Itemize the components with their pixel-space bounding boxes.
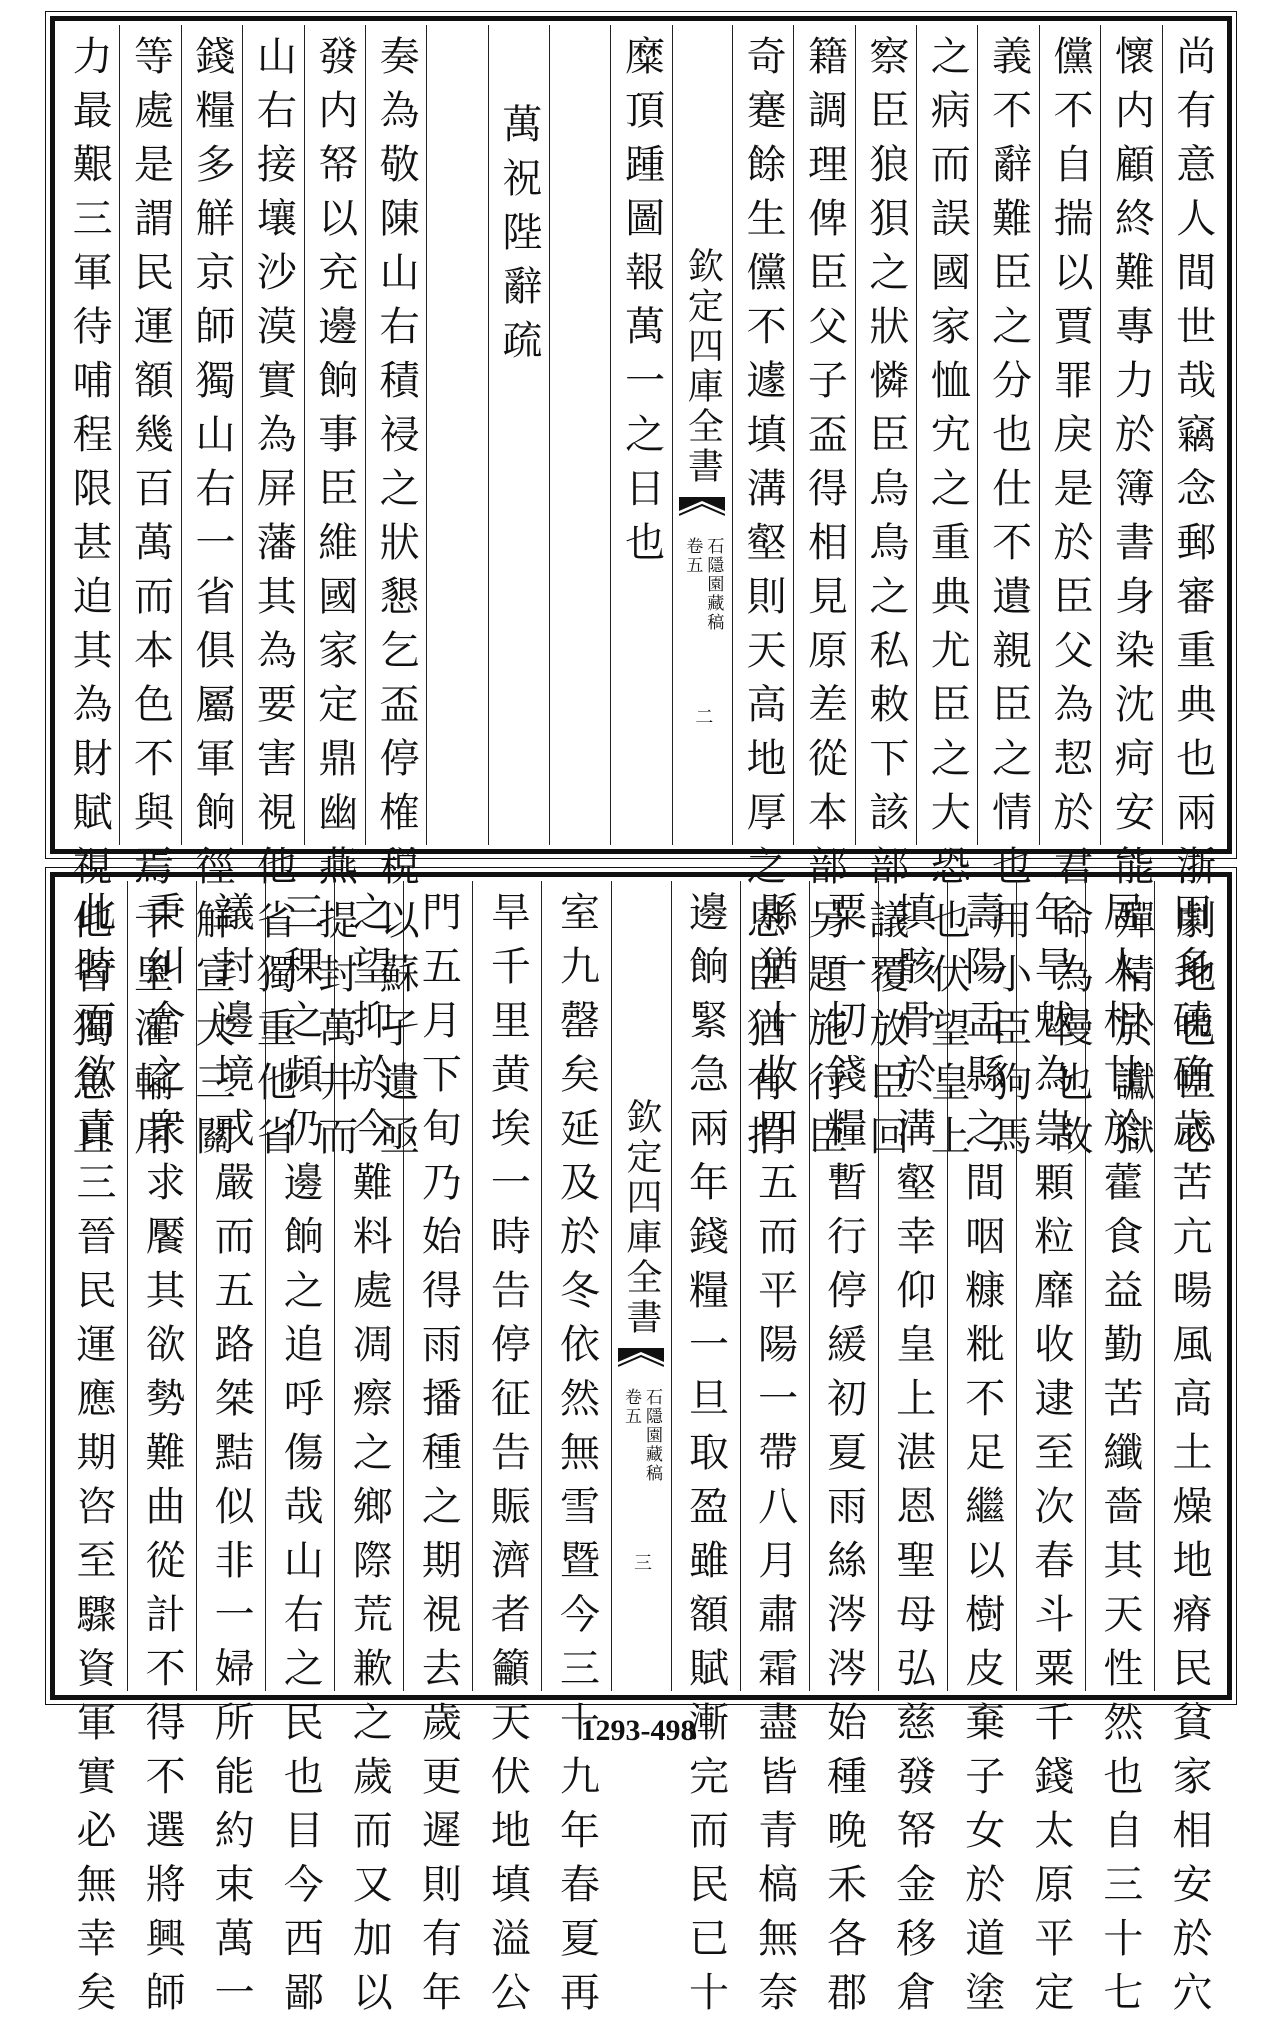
text-column — [793, 25, 854, 1169]
text-column — [977, 25, 1038, 1169]
column-text: 填骸骨於溝壑幸仰皇上湛恩聖母弘慈發帑金移倉 — [889, 891, 936, 2025]
text-column — [59, 25, 119, 1169]
column-text: 發内帑以充邊餉事臣維國家定鼎幽燕提封萬井而 — [311, 35, 358, 1169]
column-text: 之病而誤國家恤宄之重典尤臣之大恐也伏望皇上 — [924, 35, 971, 1169]
column-text: 室九罄矣延及於冬依然無雪暨今三十九年春夏再 — [553, 891, 600, 2025]
column-text: 尚有意人間世哉竊念郵審重典也兩浙劇地也臣心 — [1169, 35, 1216, 1169]
page-number: 三 — [631, 1553, 652, 1571]
column-text: 秉糾合之衆求饜其欲勢難曲從計不得不選將興師 — [139, 891, 186, 2025]
text-column — [855, 25, 916, 1169]
text-column — [610, 25, 671, 845]
text-column — [334, 881, 403, 2025]
fish-tail-mark-icon — [618, 1348, 664, 1378]
blank-column — [426, 25, 487, 845]
text-column — [127, 881, 196, 2025]
text-column — [947, 881, 1016, 2025]
column-text: 儻不自揣以賈罪戾是於臣父為恝於君命為慢也故 — [1047, 35, 1094, 1169]
fish-tail-mark-icon — [679, 497, 725, 527]
blank-column — [549, 25, 610, 845]
text-column — [265, 881, 334, 2025]
column-text: 年旱魃為祟顆粒靡收逮至次春斗粟千錢太原平定 — [1027, 891, 1074, 2025]
center-meta — [682, 536, 724, 632]
text-column — [365, 25, 426, 1169]
column-text: 奇蹇餘生儻不遽填溝壑則天高地厚之恩臣猶有捐 — [740, 35, 787, 1169]
column-text: 田多磽确歲苦亢暘風高土燥地瘠民貧家相安於穴 — [1165, 891, 1212, 2025]
column-text: 三稞之頻仍邊餉之追呼傷哉山右之民也目今西鄙 — [277, 891, 324, 2025]
column-text: 壽陽盂縣之間咽糠粃不足繼以樹皮棄子女於道塗 — [958, 891, 1005, 2025]
text-column — [181, 25, 242, 1169]
column-text: 山右接壤沙漠實為屏藩其為要害視他省獨重他省 — [250, 35, 297, 1169]
column-text: 力最艱三軍待哺程限甚迫其為財賦視他省獨急且 — [66, 35, 113, 1169]
text-column — [1154, 881, 1223, 2025]
column-text: 錢糧多觧京師獨山右一省俱屬軍餉徑觧宣大三關 — [188, 35, 235, 1169]
column-text: 籍調理俾臣父子盃得相見原差從本部另題施行臣 — [801, 35, 848, 1169]
page-panel-top — [50, 16, 1232, 1169]
text-column — [671, 881, 740, 2025]
memorial-title-column — [488, 25, 549, 845]
text-column — [304, 25, 365, 1169]
column-text: 此時而欲責三晉民運應期咨至驟資軍實必無幸矣 — [70, 891, 117, 2025]
column-text: 糜頂踵圖報萬一之日也 — [618, 35, 665, 575]
footer-page-code: 1293-498 — [580, 1714, 696, 1747]
volume-label: 卷五 — [621, 1387, 641, 1426]
text-column — [740, 881, 809, 2025]
text-column — [59, 881, 127, 2025]
text-column — [1085, 881, 1154, 2025]
text-column — [196, 881, 265, 2025]
column-text: 邊餉緊急兩年錢糧一旦取盈雖額賦漸完而民已十 — [682, 891, 729, 2025]
columns-container-top — [59, 25, 1223, 1169]
column-text: 義不辭難臣之分也仕不遺親臣之情也用小臣狗馬 — [985, 35, 1032, 1169]
center-title: 欽定四庫全書 — [682, 246, 724, 487]
center-fold-column — [611, 881, 671, 1691]
column-text: 居人相甘於藿食益勤苦纖嗇其天性然也自三十七 — [1096, 891, 1143, 2025]
text-column — [1162, 25, 1223, 1169]
column-text: 等處是謂民運額幾百萬而本色不與焉千里灌輸用 — [127, 35, 174, 1169]
book-name: 石隱園藏稿 — [703, 536, 724, 632]
column-text: 察臣狼狽之狀憐臣烏鳥之私敕下該部議覆放臣回 — [862, 35, 909, 1169]
text-column — [119, 25, 180, 1169]
text-column — [916, 25, 977, 1169]
text-column — [541, 881, 610, 2025]
column-text: 懷内顧終難專力於簿書身染沈疴安能殫精於讞獄 — [1108, 35, 1155, 1169]
volume-label: 卷五 — [682, 536, 703, 575]
column-text: 之望抑於今難料處凋瘵之鄉際荒歉之歲而又加以 — [346, 891, 393, 2025]
text-column — [878, 881, 947, 2025]
column-text: 旱千里黄埃一時告停征告賑濟者籲天伏地填溢公 — [484, 891, 531, 2025]
column-text: 議封邊境戒嚴而五路桀黠似非一婦所能約束萬一 — [208, 891, 255, 2025]
page-number: 二 — [692, 707, 714, 725]
text-column — [403, 881, 472, 2025]
center-title: 欽定四庫全書 — [621, 1097, 662, 1338]
text-column — [1100, 25, 1161, 1169]
text-column — [732, 25, 793, 1169]
memorial-title: 萬祝陛辭疏 — [495, 103, 542, 373]
column-text: 門五月下旬乃始得雨播種之期視去歲更遲則有年 — [415, 891, 462, 2025]
text-column — [809, 881, 878, 2025]
center-fold-column — [672, 25, 732, 845]
column-text: 奏為敬陳山右積祲之狀懇乞盃停榷税以蘇孑遺亟 — [373, 35, 420, 1169]
text-column — [1016, 881, 1085, 2025]
column-text: 粟一切錢糧暫行停緩初夏雨絲涔涔始種晚禾各郡 — [820, 891, 867, 2025]
text-column — [1039, 25, 1100, 1169]
column-text: 縣猶十收四五而平陽一帶八月肅霜盡皆青槁無奈 — [751, 891, 798, 2025]
text-column — [472, 881, 541, 2025]
book-name: 石隱園藏稿 — [642, 1387, 662, 1483]
text-column — [242, 25, 303, 1169]
center-meta — [622, 1388, 660, 1483]
